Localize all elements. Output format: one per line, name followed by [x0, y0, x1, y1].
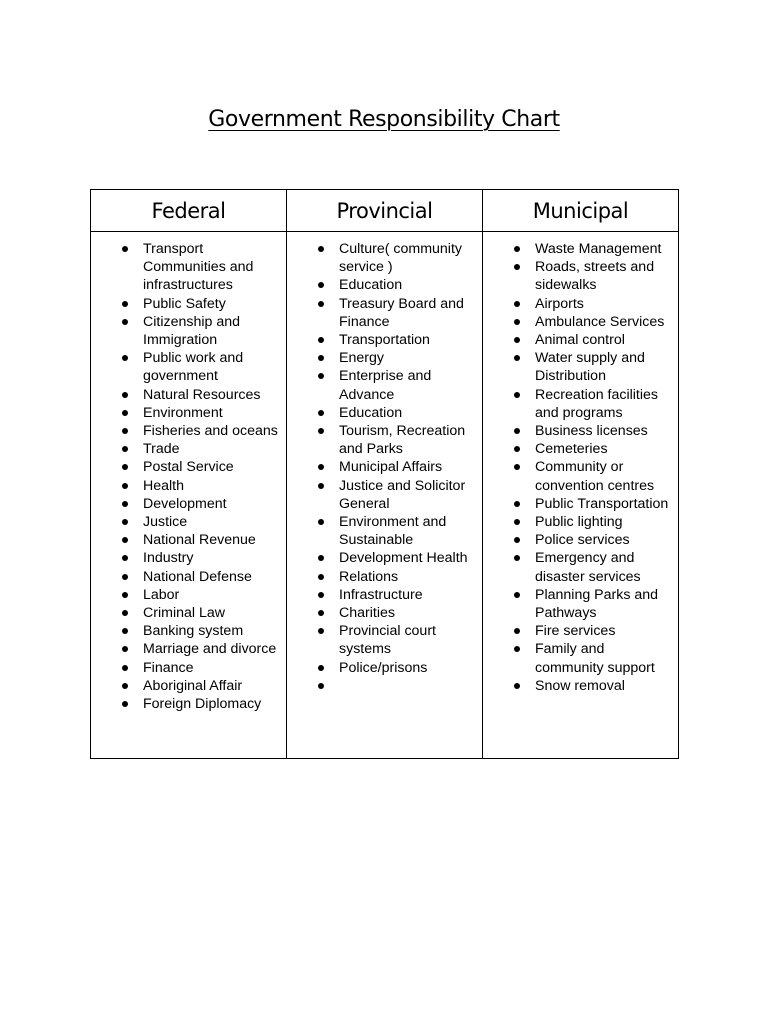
- list-item: Development Health: [287, 549, 478, 567]
- list-item: Education: [287, 404, 478, 422]
- list-item: Foreign Diplomacy: [91, 695, 282, 713]
- list-item: Marriage and divorce: [91, 640, 282, 658]
- list-item: Environment: [91, 404, 282, 422]
- list-item: Citizenship and Immigration: [91, 313, 282, 349]
- list-item: Community or convention centres: [483, 458, 674, 494]
- list-item: Justice and Solicitor General: [287, 477, 478, 513]
- list-item: Public work and government: [91, 349, 282, 385]
- list-item: Police services: [483, 531, 674, 549]
- list-item: Natural Resources: [91, 386, 282, 404]
- list-item: National Revenue: [91, 531, 282, 549]
- federal-cell: [91, 232, 287, 759]
- list-item: Transport Communities and infrastructures: [91, 240, 282, 295]
- list-item: Cemeteries: [483, 440, 674, 458]
- list-item: Waste Management: [483, 240, 674, 258]
- list-item: Postal Service: [91, 458, 282, 476]
- list-item: Energy: [287, 349, 478, 367]
- list-item: Water supply and Distribution: [483, 349, 674, 385]
- list-item: Fisheries and oceans: [91, 422, 282, 440]
- list-item: Tourism, Recreation and Parks: [287, 422, 478, 458]
- list-item: National Defense: [91, 568, 282, 586]
- list-item: Infrastructure: [287, 586, 478, 604]
- list-item: Justice: [91, 513, 282, 531]
- list-item: Enterprise and Advance: [287, 367, 478, 403]
- list-item: Fire services: [483, 622, 674, 640]
- list-item: Environment and Sustainable: [287, 513, 478, 549]
- list-item: Municipal Affairs: [287, 458, 478, 476]
- list-item-empty: [287, 677, 478, 695]
- list-item: Public Safety: [91, 295, 282, 313]
- table-body-row: [91, 232, 679, 759]
- list-item: Trade: [91, 440, 282, 458]
- list-item: Finance: [91, 659, 282, 677]
- list-item: Business licenses: [483, 422, 674, 440]
- list-item: Animal control: [483, 331, 674, 349]
- document-title: [0, 107, 768, 132]
- list-item: Snow removal: [483, 677, 674, 695]
- list-item: Labor: [91, 586, 282, 604]
- list-item: Health: [91, 477, 282, 495]
- list-item: Industry: [91, 549, 282, 567]
- table-header-row: [91, 190, 679, 232]
- list-item: Public lighting: [483, 513, 674, 531]
- list-item: Transportation: [287, 331, 478, 349]
- list-item: Ambulance Services: [483, 313, 674, 331]
- municipal-list: [483, 240, 674, 695]
- list-item: Culture( community service ): [287, 240, 478, 276]
- list-item: Emergency and disaster services: [483, 549, 674, 585]
- provincial-cell: [287, 232, 483, 759]
- list-item: Airports: [483, 295, 674, 313]
- list-item: Recreation facilities and programs: [483, 386, 674, 422]
- provincial-list: [287, 240, 478, 695]
- list-item: Education: [287, 276, 478, 294]
- list-item: Family and community support: [483, 640, 674, 676]
- list-item: Relations: [287, 568, 478, 586]
- responsibility-table: [90, 189, 679, 759]
- list-item: Banking system: [91, 622, 282, 640]
- list-item: Charities: [287, 604, 478, 622]
- header-provincial: Provincial: [287, 190, 483, 232]
- list-item: Planning Parks and Pathways: [483, 586, 674, 622]
- document-title-text: Government Responsibility Chart: [208, 106, 560, 132]
- federal-list: [91, 240, 282, 713]
- list-item: Treasury Board and Finance: [287, 295, 478, 331]
- list-item: Provincial court systems: [287, 622, 478, 658]
- list-item: Public Transportation: [483, 495, 674, 513]
- list-item: Development: [91, 495, 282, 513]
- list-item: Roads, streets and sidewalks: [483, 258, 674, 294]
- header-federal: Federal: [91, 190, 287, 232]
- list-item: Aboriginal Affair: [91, 677, 282, 695]
- municipal-cell: [483, 232, 679, 759]
- list-item: Police/prisons: [287, 659, 478, 677]
- header-municipal: Municipal: [483, 190, 679, 232]
- list-item: Criminal Law: [91, 604, 282, 622]
